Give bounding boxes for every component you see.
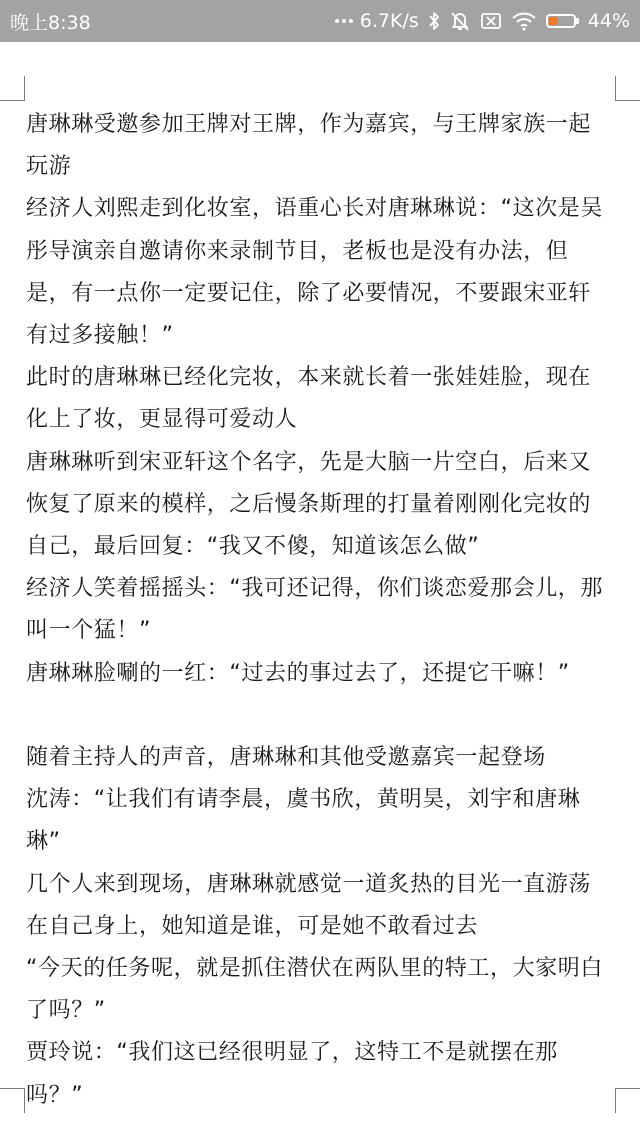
more-dots-icon: [335, 19, 353, 23]
paragraph: 贾玲说：“我们这已经很明显了，这特工不是就摆在那吗？”: [26, 1040, 558, 1108]
page-corner-mark-top-right: [615, 76, 640, 101]
battery-fill: [549, 17, 558, 25]
paragraph: 此时的唐琳琳已经化完妆，本来就长着一张娃娃脸，现在化上了妆，更显得可爱动人: [26, 365, 592, 433]
page-corner-mark-bottom-right: [615, 1088, 640, 1113]
network-speed: 6.7K/s: [359, 10, 419, 32]
blank-line: [26, 695, 612, 737]
sim-off-icon: [480, 11, 502, 31]
paragraph: 经济人刘熙走到化妆室，语重心长对唐琳琳说：“这次是吴彤导演亲自邀请你来录制节目，老板也是没有办法，但是，有一点你一定要记住，除了必要情况，不要跟宋亚轩有过多接触！”: [26, 196, 603, 349]
paragraph: 唐琳琳听到宋亚轩这个名字，先是大脑一片空白，后来又恢复了原来的模样，之后慢条斯理的打量着刚刚化完妆的自己，最后回复：“我又不傻，知道该怎么做”: [26, 449, 592, 560]
battery-percent: 44%: [587, 10, 630, 32]
wifi-icon: [511, 11, 537, 31]
document-page[interactable]: [0, 42, 640, 1138]
paragraph: 沈涛：“让我们有请李晨，虞书欣，黄明昊，刘宇和唐琳琳”: [26, 787, 581, 855]
page-corner-mark-top-left: [0, 76, 25, 101]
paragraph: 经济人笑着摇摇头：“我可还记得，你们谈恋爱那会儿，那叫一个猛！”: [26, 576, 603, 644]
battery-icon: [546, 14, 579, 28]
paragraph: 随着主持人的声音，唐琳琳和其他受邀嘉宾一起登场: [26, 745, 546, 771]
mute-icon: [449, 10, 471, 32]
status-icons: [335, 10, 630, 32]
bluetooth-icon: [428, 11, 440, 31]
paragraph: 唐琳琳脸唰的一红：“过去的事过去了，还提它干嘛！”: [26, 660, 570, 686]
status-bar: [0, 0, 640, 42]
document-body: [26, 104, 612, 1117]
paragraph: “今天的任务呢，就是抓住潜伏在两队里的特工，大家明白了吗？”: [26, 956, 603, 1024]
paragraph: 唐琳琳受邀参加王牌对王牌，作为嘉宾，与王牌家族一起玩游: [26, 112, 592, 180]
status-time: 晚上8:38: [10, 11, 91, 34]
paragraph: 几个人来到现场，唐琳琳就感觉一道炙热的目光一直游荡在自己身上，她知道是谁，可是她不敢看过去: [26, 871, 592, 939]
page-corner-mark-bottom-left: [0, 1088, 25, 1113]
